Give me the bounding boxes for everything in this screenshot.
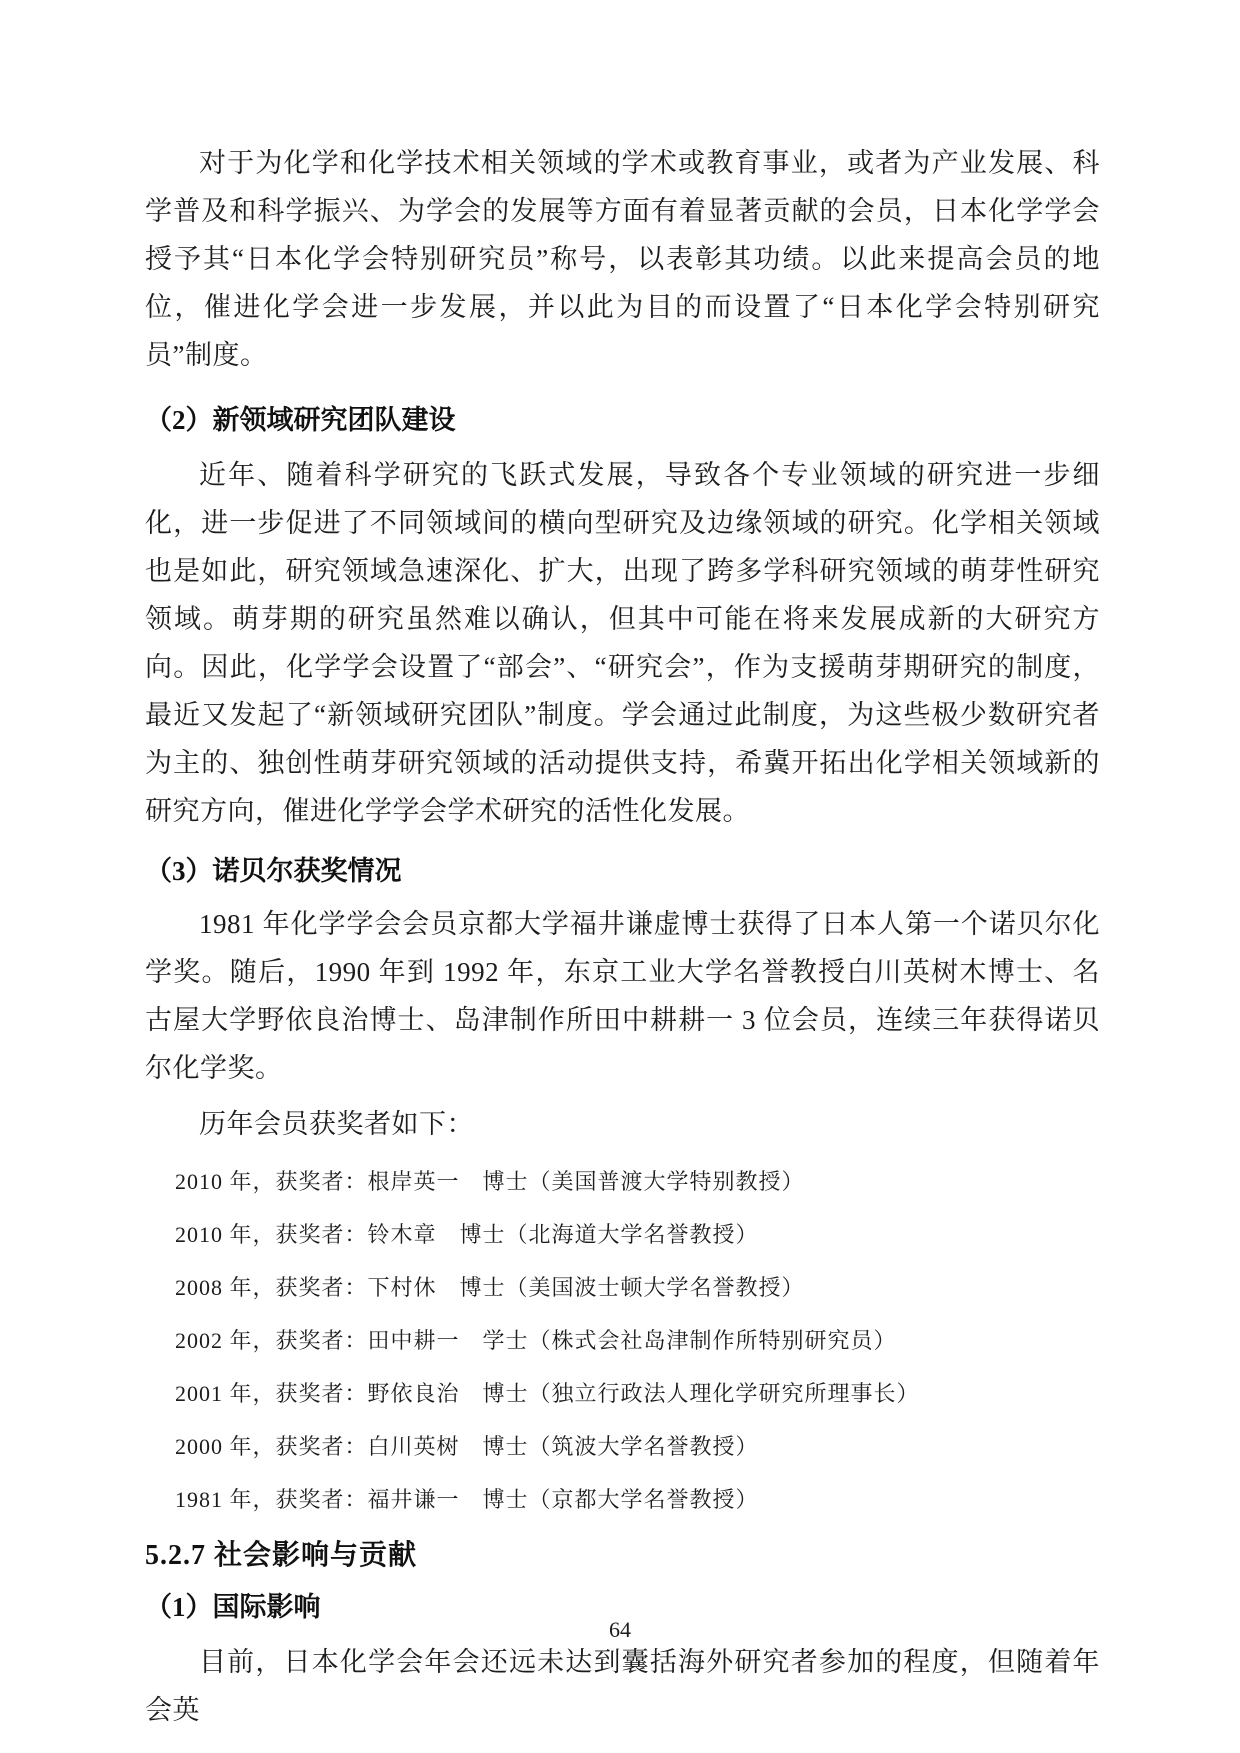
winner-list-item: 2001 年，获奖者：野依良治 博士（独立行政法人理化学研究所理事长）: [175, 1381, 920, 1406]
paragraph-special-researcher: 对于为化学和化学技术相关领域的学术或教育事业，或者为产业发展、科学普及和科学振兴、为学会的发展等方面有着显著贡献的会员，日本化学学会授予其“日本化学会特别研究员”称号，以表彰其功绩。以此来提高会员的地位，催进化学会进一步发展，并以此为目的而设置了“日本化学会特别研究员”制度。: [145, 148, 1100, 370]
winner-list-item: 2008 年，获奖者：下村休 博士（美国波士顿大学名誉教授）: [175, 1275, 805, 1300]
page-number: 64: [609, 1617, 631, 1642]
heading-international-influence: （1）国际影响: [145, 1592, 321, 1622]
paragraph-winner-list-intro: 历年会员获奖者如下：: [199, 1109, 474, 1139]
paragraph-nobel-history: 1981 年化学学会会员京都大学福井谦虚博士获得了日本人第一个诺贝尔化学奖。随后，1990 年到 1992 年，东京工业大学名誉教授白川英树木博士、名古屋大学野依良治博士、岛津制作所田中耕耕一 3 位会员，连续三年获得诺贝尔化学奖。: [145, 909, 1100, 1083]
winner-list-item: 2002 年，获奖者：田中耕一 学士（株式会社岛津制作所特别研究员）: [175, 1328, 897, 1353]
nobel-winner-list: [145, 1155, 1100, 1526]
winner-list-item: 2000 年，获奖者：白川英树 博士（筑波大学名誉教授）: [175, 1434, 759, 1459]
heading-new-field-teams: （2）新领域研究团队建设: [145, 405, 456, 435]
winner-list-item: 2010 年，获奖者：铃木章 博士（北海道大学名誉教授）: [175, 1222, 759, 1247]
winner-list-item: 1981 年，获奖者：福井谦一 博士（京都大学名誉教授）: [175, 1487, 759, 1512]
winner-list-item: 2010 年，获奖者：根岸英一 博士（美国普渡大学特别教授）: [175, 1169, 805, 1194]
heading-social-influence: 5.2.7 社会影响与贡献: [145, 1540, 418, 1571]
paragraph-new-field-teams: 近年、随着科学研究的飞跃式发展，导致各个专业领域的研究进一步细化，进一步促进了不同领域间的横向型研究及边缘领域的研究。化学相关领域也是如此，研究领域急速深化、扩大，出现了跨多学科研究领域的萌芽性研究领域。萌芽期的研究虽然难以确认，但其中可能在将来发展成新的大研究方向。因此，化学学会设置了“部会”、“研究会”，作为支援萌芽期研究的制度，最近又发起了“新领域研究团队”制度。学会通过此制度，为这些极少数研究者为主的、独创性萌芽研究领域的活动提供支持，希冀开拓出化学相关领域新的研究方向，催进化学学会学术研究的活性化发展。: [145, 460, 1100, 826]
paragraph-international-influence: 目前，日本化学会年会还远未达到囊括海外研究者参加的程度，但随着年会英: [145, 1647, 1100, 1725]
heading-nobel-awards: （3）诺贝尔获奖情况: [145, 856, 402, 886]
